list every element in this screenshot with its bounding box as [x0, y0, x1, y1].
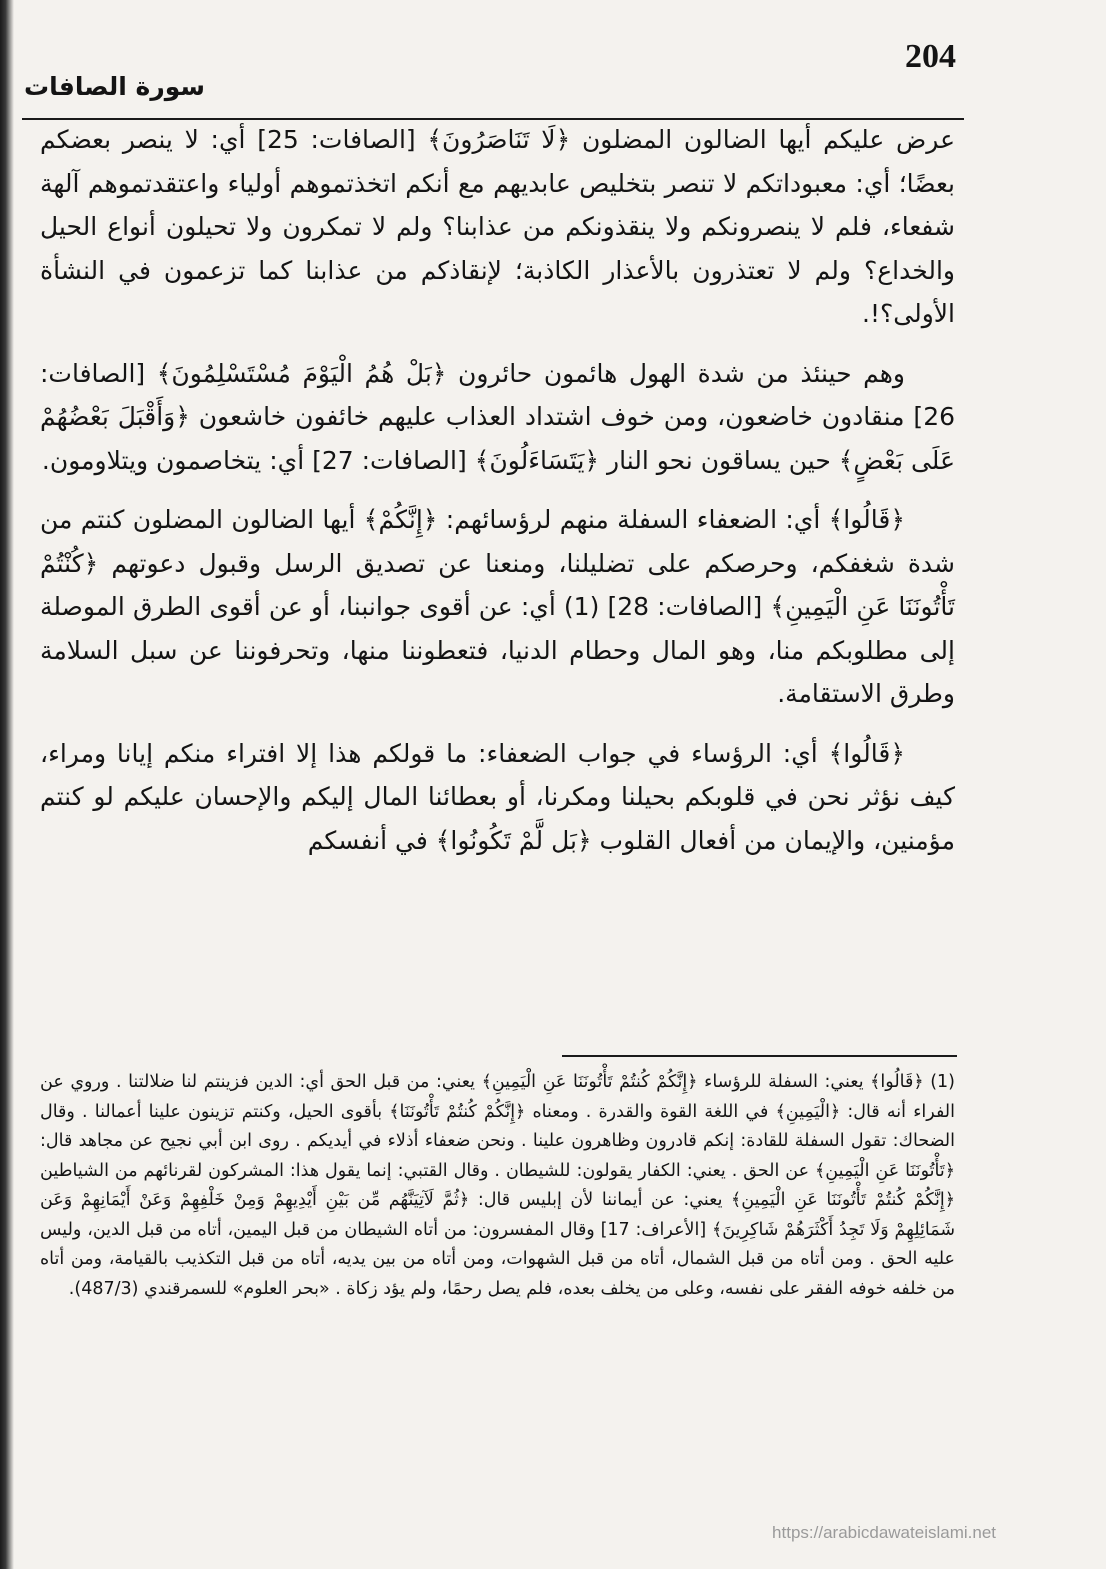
paragraph: عرض عليكم أيها الضالون المضلون ﴿لَا تَنَاصَرُونَ﴾ [الصافات: 25] أي: لا ينصر بعضكم بعضًا؛ أي: معبوداتكم لا تنصر بتخليص عابديهم مع أنكم اتخذتموهم أولياء واعتقدتموهم آلهة شفعاء، فلم لا ينصرونكم ولا ينقذونكم من عذابنا؟ ولم لا تمكرون ولا تحيلون أنواع الحيل والخداع؟ ولم لا تعتذرون بالأعذار الكاذبة؛ لإنقاذكم من عذابنا كما تزعمون في النشأة الأولى؟!. — [40, 125, 955, 328]
paragraph: وهم حينئذ من شدة الهول هائمون حائرون ﴿بَلْ هُمُ الْيَوْمَ مُسْتَسْلِمُونَ﴾ [الصافات: 26] منقادون خاضعون، ومن خوف اشتداد العذاب عليهم خائفون خاشعون ﴿وَأَقْبَلَ بَعْضُهُمْ عَلَى بَعْضٍ﴾ حين يساقون نحو النار ﴿يَتَسَاءَلُونَ﴾ [الصافات: 27] أي: يتخاصمون ويتلاومون. — [40, 358, 955, 475]
watermark-url: https://arabicdawateislami.net — [772, 1523, 996, 1542]
paragraph: ﴿قَالُوا﴾ أي: الرؤساء في جواب الضعفاء: ما قولكم هذا إلا افتراء منكم إيانا ومراء، كيف نؤثر نحن في قلوبكم بحيلنا ومكرنا، أو بعطائنا المال إليكم والإحسان عليكم لو كنتم مؤمنين، والإيمان من أفعال القلوب ﴿بَل لَّمْ تَكُونُوا﴾ في أنفسكم — [40, 738, 955, 855]
footnote-divider — [562, 1055, 957, 1057]
footnote: (1) ﴿قَالُوا﴾ يعني: السفلة للرؤساء ﴿إِنَّكُمْ كُنتُمْ تَأْتُونَنَا عَنِ الْيَمِينِ﴾ يعني: من قبل الحق أي: الدين فزينتم لنا ضلالتنا . وروي عن الفراء أنه قال: ﴿الْيَمِينِ﴾ في اللغة القوة والقدرة . ومعناه ﴿إِنَّكُمْ كُنتُمْ تَأْتُونَنَا﴾ بأقوى الحيل، وكنتم تزينون علينا أعمالنا . وقال الضحاك: تقول السفلة للقادة: إنكم قادرون وظاهرون علينا . ونحن ضعفاء أذلاء في أيديكم . روى ابن أبي نجيح عن مجاهد قال: ﴿تَأْتُونَنَا عَنِ الْيَمِينِ﴾ عن الحق . يعني: الكفار يقولون: للشيطان . وقال القتبي: إنما يقول هذا: المشركون لقرنائهم من الشياطين ﴿إِنَّكُمْ كُنتُمْ تَأْتُونَنَا عَنِ الْيَمِينِ﴾ يعني: عن أيماننا لأن إبليس قال: ﴿ثُمَّ لَآتِيَنَّهُم مِّن بَيْنِ أَيْدِيهِمْ وَمِنْ خَلْفِهِمْ وَعَنْ أَيْمَانِهِمْ وَعَن شَمَائِلِهِمْ وَلَا تَجِدُ أَكْثَرَهُمْ شَاكِرِينَ﴾ [الأعراف: 17] وقال المفسرون: من أتاه الشيطان من قبل اليمين، أتاه من قبل الدين، وليس عليه الحق . ومن أتاه من قبل الشمال، أتاه من قبل الشهوات، ومن أتاه من بين يديه، أتاه من قبل التكذيب بالقيامة، ومن أتاه من خلفه خوفه الفقر على نفسه، وعلى من يخلف بعده، فلم يصل رحمًا، ولم يؤد زكاة . «بحر العلوم» للسمرقندي (487/3). — [40, 1072, 956, 1299]
scan-page-edge — [0, 0, 14, 1569]
main-text — [40, 118, 955, 878]
surah-title: سورة الصافات — [24, 72, 205, 101]
page-header — [22, 30, 956, 125]
page-number: 204 — [905, 38, 956, 75]
paragraph: ﴿قَالُوا﴾ أي: الضعفاء السفلة منهم لرؤسائهم: ﴿إِنَّكُمْ﴾ أيها الضالون المضلون كنتم من شدة شغفكم، وحرصكم على تضليلنا، ومنعنا عن تصديق الرسل وقبول دعوتهم ﴿كُنْتُمْ تَأْتُونَنَا عَنِ الْيَمِينِ﴾ [الصافات: 28] (1) أي: عن أقوى جوانبنا، أو عن أقوى الطرق الموصلة إلى مطلوبكم منا، وهو المال وحطام الدنيا، فتعطوننا منها، وتحرفوننا عن سبل السلامة وطرق الاستقامة. — [40, 505, 955, 708]
